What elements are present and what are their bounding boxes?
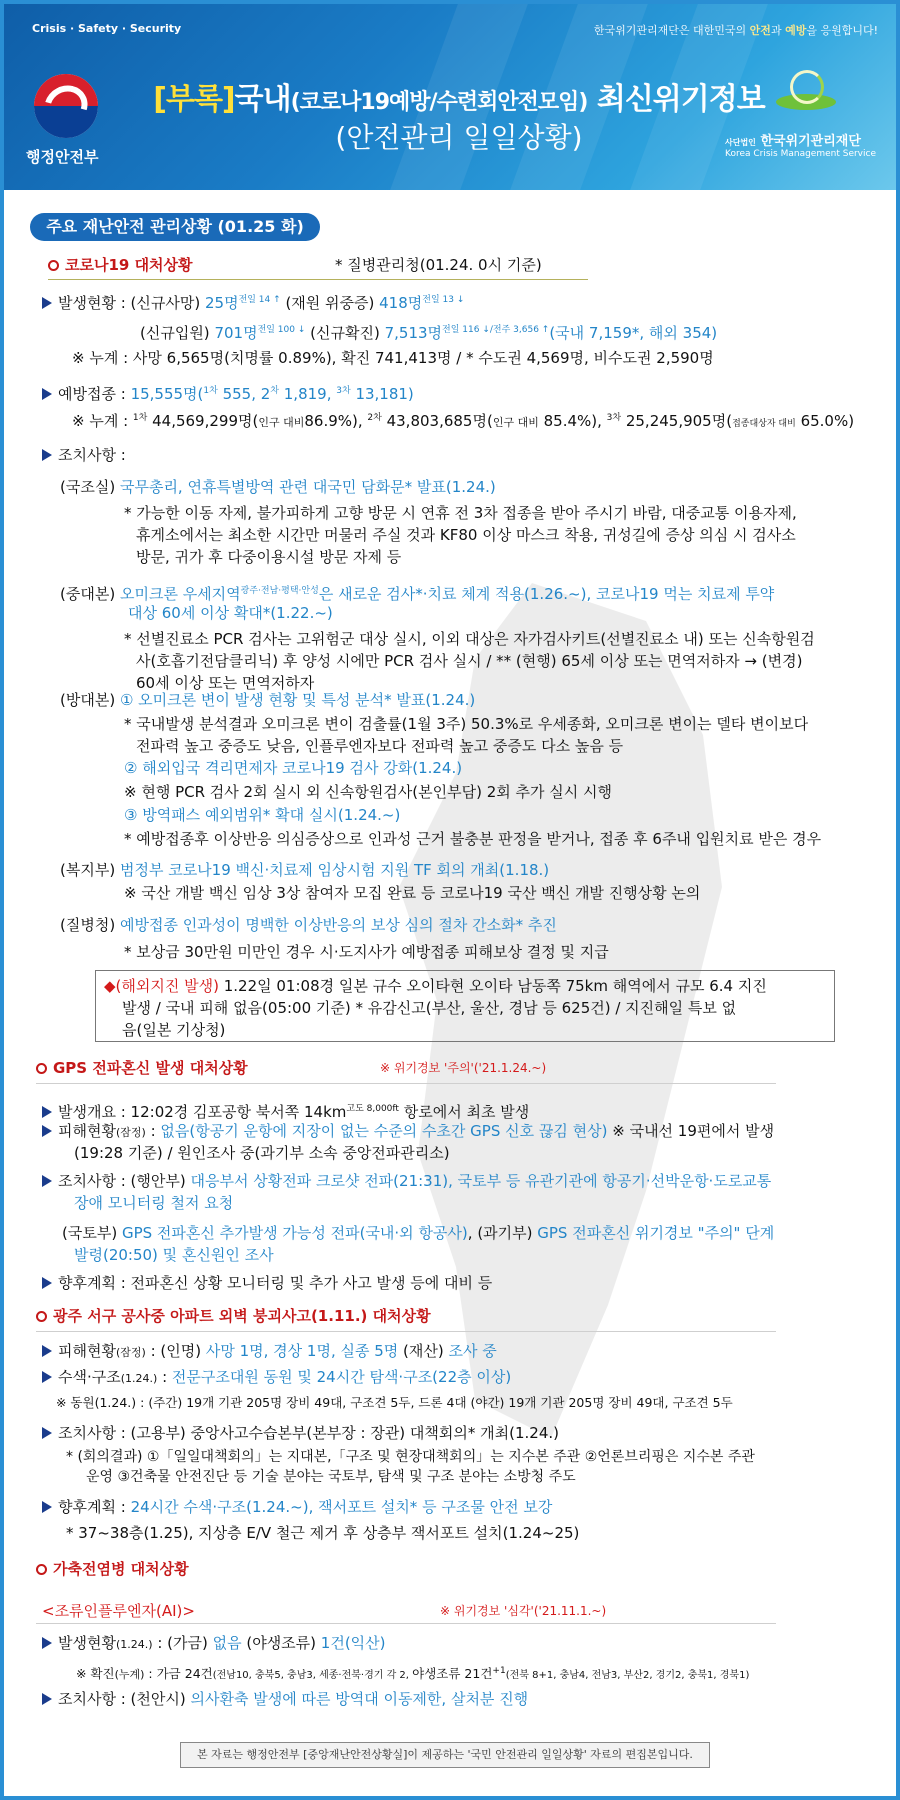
livestock-section-head: 가축전염병 대처상황 <box>36 1558 189 1580</box>
gps-plan: 향후계획 : 전파혼신 상황 모니터링 및 추가 사고 발생 등에 대비 등 <box>42 1272 492 1294</box>
apt-damage: 피해현황(잠정) : (인명) 사망 1명, 경상 1명, 실종 5명 (재산) 조사 중 <box>42 1340 497 1364</box>
footer-note: 본 자료는 행정안전부 [중앙재난안전상황실]이 제공하는 '국민 안전관리 일일상황' 자료의 편집본입니다. <box>180 1742 710 1768</box>
quake-line-2: 발생 / 국내 피해 없음(05:00 기준) * 유감신고(부산, 울산, 경남 등 625건) / 지진해일 특보 없 <box>122 999 737 1017</box>
bangdae-item-2-detail: ※ 현행 PCR 검사 2회 실시 외 신속항원검사(본인부담) 2회 추가 실시 시행 <box>124 783 613 801</box>
jilbyeong-line: (질병청) 예방접종 인과성이 명백한 이상반응의 보상 심의 절차 간소화* 추진 <box>60 916 557 934</box>
ai-alert: ※ 위기경보 '심각'('21.11.1.~) <box>440 1604 607 1618</box>
bokji-detail: ※ 국산 개발 백신 임상 3상 참여자 모집 완료 등 코로나19 국산 백신 개발 진행상황 논의 <box>124 884 701 902</box>
gps-overview: 발생개요 : 12:02경 김포공항 북서쪽 $14km^{고도 8,000ft}$ 항로에서 최초 발생 <box>42 1098 529 1123</box>
jungdae-detail-1: * 선별진료소 PCR 검사는 고위험군 대상 실시, 이외 대상은 자가검사키트(선별진료소 내) 또는 신속항원검 <box>124 630 815 648</box>
apt-measures-detail-1: * (회의결과) ①「일일대책회의」는 지대본,「구조 및 현장대책회의」는 지수본 주관 ②언론브리핑은 지수본 주관 <box>66 1449 755 1465</box>
bangdae-line: (방대본) ① 오미크론 변이 발생 현황 및 특성 분석* 발표(1.24.) <box>60 691 476 709</box>
gukjo-detail-1: * 가능한 이동 자제, 불가피하게 고향 방문 시 연휴 전 3차 접종을 받아 주시기 바람, 대중교통 이용자제, <box>124 504 797 522</box>
gukjo-detail-3: 방문, 귀가 후 다중이용시설 방문 자제 등 <box>136 548 402 566</box>
apt-plan-detail: * 37~38층(1.25), 지상층 E/V 철근 제거 후 상층부 잭서포트 설치(1.24~25) <box>66 1524 580 1542</box>
covid-hosp-line: (신규입원) 701명$^{전일 100 ↓}$ (신규확진) 7,513명$^{전일 116 ↓/전주 3,656 ↑}$(국내 7,159*, 해외 354) <box>140 324 718 342</box>
ai-subhead: <조류인플루엔자(AI)> <box>42 1602 195 1620</box>
gps-molit: (국토부) GPS 전파혼신 추가발생 가능성 전파(국내·외 항공사), (과기부) GPS 전파혼신 위기경보 "주의" 단계 <box>62 1224 775 1242</box>
foundation-logo-icon <box>776 70 836 120</box>
bangdae-item-3: ③ 방역패스 예외범위* 확대 실시(1.24.~) <box>124 806 401 824</box>
gps-alert: ※ 위기경보 '주의'('21.1.24.~) <box>380 1061 547 1075</box>
ai-status: 발생현황(1.24.) : (가금) 없음 (야생조류) 1건(익산) <box>42 1632 386 1656</box>
apt-plan: 향후계획 : 24시간 수색·구조(1.24.~), 잭서포트 설치* 등 구조물 안전 보강 <box>42 1496 552 1518</box>
apt-search: 수색·구조(1.24.) : 전문구조대원 동원 및 24시간 탐색·구조(22층 이상) <box>42 1366 511 1390</box>
gps-damage-2: (19:28 기준) / 원인조사 중(과기부 소속 중앙전파관리소) <box>74 1144 450 1162</box>
covid-source: * 질병관리청(01.24. 0시 기준) <box>335 256 542 274</box>
vaccination-cumulative: ※ 누계 : $^{1차}$ 44,569,299명(인구 대비86.9%), $^{2차}$ 43,803,685명(인구 대비 85.4%), $^{3차}$ 25,245,905명(접종대상자 대비 65.0%) <box>72 412 855 430</box>
jungdae-detail-2: 사(호흡기전담클리닉) 후 양성 시에만 PCR 검사 실시 / ** (현행) 65세 이상 또는 면역저하자 → (변경) <box>136 652 803 670</box>
ministry-logo-icon <box>34 74 98 138</box>
bokji-line: (복지부) 범정부 코로나19 백신·치료제 임상시험 지원 TF 회의 개최(1.18.) <box>60 861 550 879</box>
gps-molit-2: 발령(20:50) 및 혼신원인 조사 <box>74 1246 274 1264</box>
jungdae-line: (중대본) 오미크론 우세지역$^{광주\cdot 전남\cdot 평택\cdot 안성}$은 새로운 검사*·치료 체계 적용(1.26.~), 코로나19 먹는 치료제 투약 <box>60 585 775 603</box>
gukjo-detail-2: 휴게소에서는 최소한 시간만 머물러 주실 것과 KF80 이상 마스크 착용, 귀성길에 증상 의심 시 검사소 <box>136 526 796 544</box>
covid-section-head: 코로나19 대처상황 <box>48 254 193 276</box>
ministry-name: 행정안전부 <box>26 148 99 166</box>
jungdae-detail-3: 60세 이상 또는 면역저하자 <box>136 674 315 692</box>
covid-cumulative: ※ 누계 : 사망 6,565명(치명률 0.89%), 확진 741,413명 / * 수도권 4,569명, 비수도권 2,590명 <box>72 349 714 367</box>
gukjo-line: (국조실) 국무총리, 연휴특별방역 관련 대국민 담화문* 발표(1.24.) <box>60 478 496 496</box>
bangdae-detail-2: 전파력 높고 중증도 낮음, 인플루엔자보다 전파력 높고 중증도 다소 높음 등 <box>136 737 624 755</box>
section-pill-title: 주요 재난안전 관리상황 (01.25 화) <box>30 213 320 241</box>
covid-status-line: 발생현황 : (신규사망) 25명$^{전일 14 ↑}$ (재원 위중증) 418명$^{전일 13 ↓}$ <box>42 289 464 314</box>
page-subtitle: (안전관리 일일상황) <box>335 121 583 154</box>
covid-measures-label: 조치사항 : <box>42 444 126 466</box>
bangdae-item-3-detail: * 예방접종후 이상반응 의심증상으로 인과성 근거 불충분 판정을 받거나, 접종 후 6주내 입원치료 받은 경우 <box>124 830 822 848</box>
quake-line-3: 음(일본 기상청) <box>122 1021 226 1039</box>
jungdae-line-2: 대상 60세 이상 확대*(1.22.~) <box>128 604 333 622</box>
vaccination-line: 예방접종 : 15,555명($^{1차}$ 555, $2^차$ 1,819, $^{3차}$ 13,181) <box>42 380 414 405</box>
bangdae-detail-1: * 국내발생 분석결과 오미크론 변이 검출률(1월 3주) 50.3%로 우세종화, 오미크론 변이는 델타 변이보다 <box>124 715 809 733</box>
apt-measures: 조치사항 : (고용부) 중앙사고수습본부(본부장 : 장관) 대책회의* 개최(1.24.) <box>42 1422 559 1444</box>
header-tagline-left: Crisis · Safety · Security <box>32 22 182 35</box>
gps-measures-2: 장애 모니터링 철저 요청 <box>74 1194 234 1212</box>
header-banner <box>4 4 896 190</box>
gps-damage: 피해현황(잠정) : 없음(항공기 운항에 지장이 없는 수준의 수초간 GPS 신호 끊김 현상) ※ 국내선 19편에서 발생 <box>42 1120 774 1144</box>
apt-measures-detail-2: 운영 ③건축물 안전진단 등 기술 분야는 국토부, 탐색 및 구조 분야는 소방청 주도 <box>86 1469 576 1485</box>
gps-section-head: GPS 전파혼신 발생 대처상황 <box>36 1057 248 1079</box>
header-tagline-right: 한국위기관리재단은 대한민국의 안전과 예방을 응원합니다! <box>593 24 878 37</box>
apt-mobilization: ※ 동원(1.24.) : (주간) 19개 기관 205명 장비 49대, 구조견 5두, 드론 4대 (야간) 19개 기관 205명 장비 49대, 구조견 5두 <box>56 1395 733 1410</box>
ai-measures: 조치사항 : (천안시) 의사환축 발생에 따른 방역대 이동제한, 살처분 진행 <box>42 1688 528 1710</box>
apt-section-head: 광주 서구 공사중 아파트 외벽 붕괴사고(1.11.) 대처상황 <box>36 1305 431 1327</box>
page-title: [부록]국내(코로나19예방/수련회안전모임) 최신위기정보 <box>153 82 765 117</box>
ai-confirmed: ※ 확진(누계) : 가금 24건(전남10, 충북5, 충남3, 세종·전북·경기 각 2, 야생조류 21건$^{+1}$(전북 8+1, 충남4, 전남3, 부산2, 경기2, 충북1, 경북1) <box>76 1666 750 1682</box>
quake-line-1: ◆(해외지진 발생) 1.22일 01:08경 일본 규수 오이타현 오이타 남동쪽 75km 해역에서 규모 6.4 지진 <box>104 977 767 995</box>
gps-measures: 조치사항 : (행안부) 대응부서 상황전파 크로샷 전파(21:31), 국토부 등 유관기관에 항공기·선박운항·도로교통 <box>42 1170 771 1192</box>
bangdae-item-2: ② 해외입국 격리면제자 코로나19 검사 강화(1.24.) <box>124 759 463 777</box>
jilbyeong-detail: * 보상금 30만원 미만인 경우 시·도지사가 예방접종 피해보상 결정 및 지급 <box>124 943 609 961</box>
foundation-name: 사단법인 한국위기관리재단 Korea Crisis Management Service <box>724 134 876 159</box>
